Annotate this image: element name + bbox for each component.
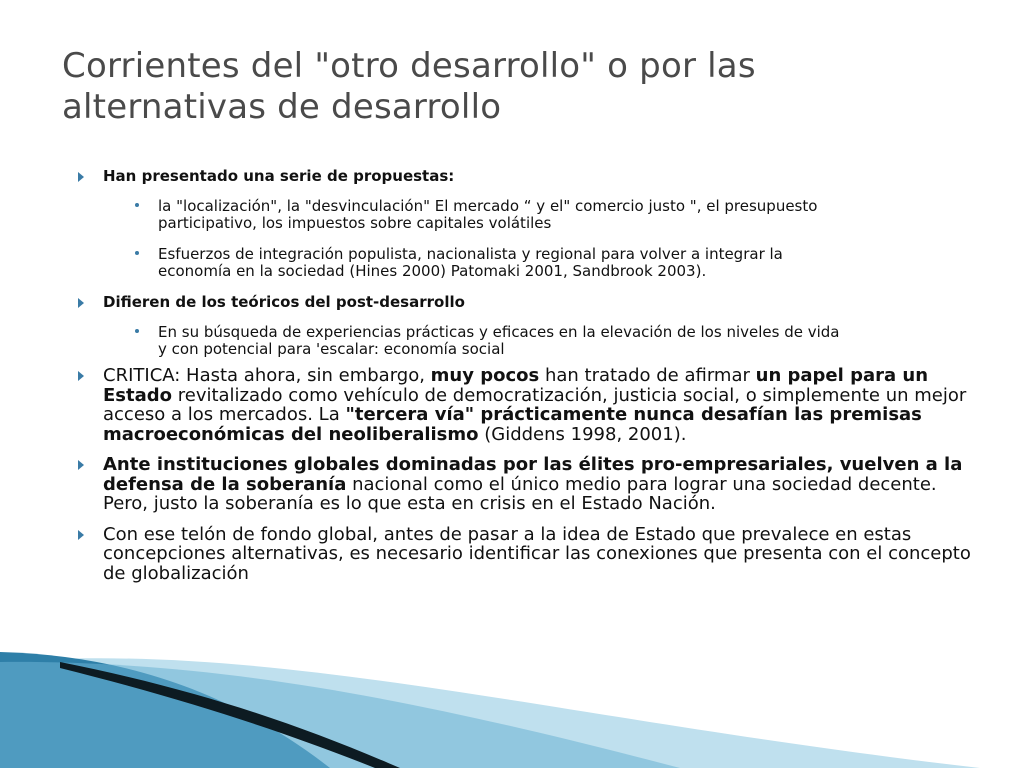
bullet-text-bold: "tercera vía" prácticamente nunca desafían las premisas macroeconómicas del neoliberalismo <box>103 404 922 445</box>
subbullet-line: Esfuerzos de integración populista, nacionalista y regional para volver a integrar la <box>158 245 783 263</box>
title-line-2: alternativas de desarrollo <box>62 87 502 127</box>
bullet-text: Con ese telón de fondo global, antes de pasar a la idea de Estado que prevalece en estas concepciones alternativas, es necesario identificar las conexiones que presenta con el concepto de globalización <box>103 523 971 584</box>
bullet-text: Difieren de los teóricos del post-desarrollo <box>103 293 465 311</box>
subbullet-line: y con potencial para 'escalar: economía social <box>158 340 505 358</box>
bullet-text-part: han tratado de afirmar <box>539 365 756 386</box>
bullet-text-part: nacional como el único medio para lograr una sociedad decente. Pero, justo la soberanía es lo que esta en crisis en el Estado Nación. <box>103 473 937 514</box>
bullet-text: Han presentado una serie de propuestas: <box>103 167 455 185</box>
bullet-text-bold: un papel para un Estado <box>103 365 929 406</box>
bullet-text-part: CRITICA: Hasta ahora, sin embargo, <box>103 365 431 386</box>
subbullet-line: En su búsqueda de experiencias prácticas y eficaces en la elevación de los niveles de vida <box>158 323 840 341</box>
bullet-text-part: revitalizado como vehículo de democratización, justicia social, o simplemente un mejor acceso a los mercados. La <box>103 384 967 425</box>
subbullet-line: economía en la sociedad (Hines 2000) Patomaki 2001, Sandbrook 2003). <box>158 262 707 280</box>
title-line-1: Corrientes del "otro desarrollo" o por las <box>62 46 756 86</box>
subbullet-line: participativo, los impuestos sobre capitales volátiles <box>158 214 552 232</box>
bullet-text-bold: Ante instituciones globales dominadas por las élites pro-empresariales, vuelven a la defensa de la soberanía <box>103 454 963 495</box>
bullet-text-part: (Giddens 1998, 2001). <box>478 423 687 445</box>
subbullet-line: la "localización", la "desvinculación" El mercado “ y el" comercio justo ", el presupuesto <box>158 197 818 215</box>
bullet-text-bold: muy pocos <box>430 365 540 386</box>
